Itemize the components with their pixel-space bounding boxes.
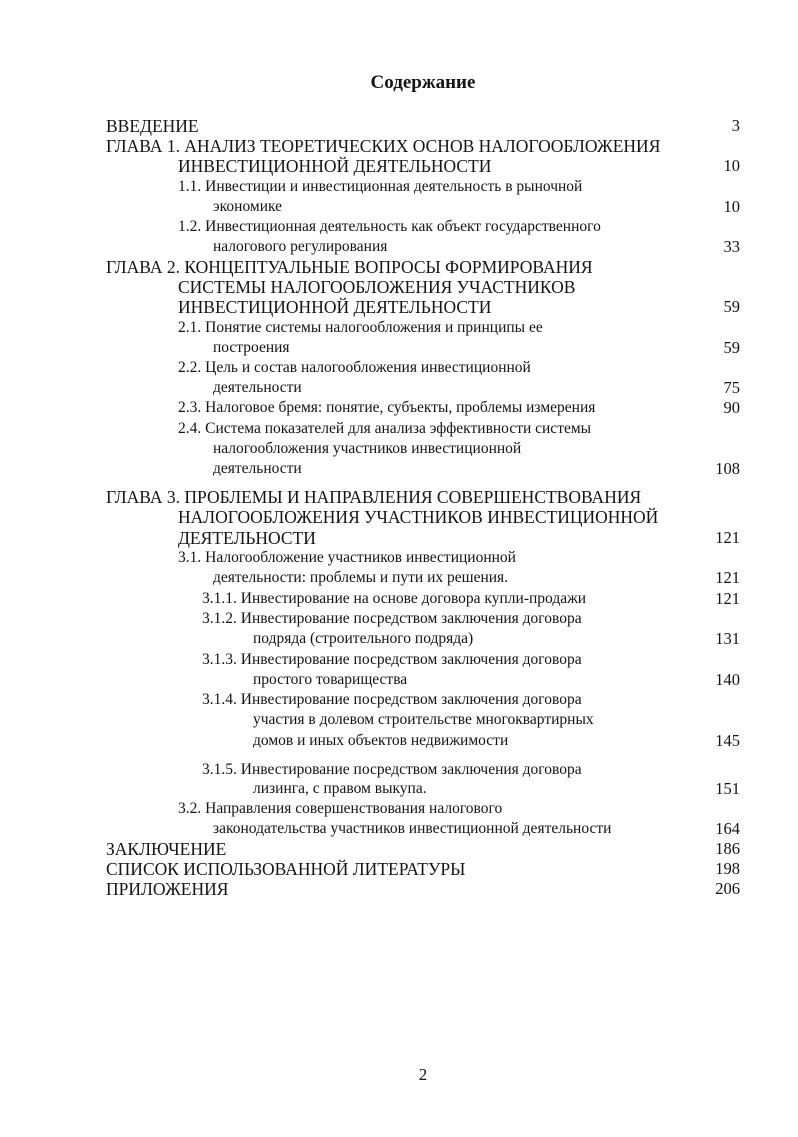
toc-entry-title-continuation: ДЕЯТЕЛЬНОСТИ — [178, 528, 316, 548]
toc-entry-title-continuation: НАЛОГООБЛОЖЕНИЯ УЧАСТНИКОВ ИНВЕСТИЦИОННОЙ — [178, 507, 659, 527]
toc-entry-page: 90 — [723, 398, 740, 417]
toc-entry-title-continuation: деятельности — [213, 460, 302, 477]
page-number: 2 — [418, 1065, 428, 1084]
toc-entry-title: 1.1. Инвестиции и инвестиционная деятельность в рыночной — [178, 178, 583, 195]
toc-entry-page: 59 — [723, 297, 740, 316]
toc-entry-title-continuation: СИСТЕМЫ НАЛОГООБЛОЖЕНИЯ УЧАСТНИКОВ — [178, 277, 576, 297]
toc-entry-title: ВВЕДЕНИЕ — [106, 116, 199, 136]
toc-entry-title: 2.1. Понятие системы налогообложения и принципы ее — [178, 319, 543, 336]
toc-entry-page: 121 — [715, 568, 740, 587]
toc-entry-title-continuation: законодательства участников инвестиционной деятельности — [213, 820, 612, 837]
toc-entry-page: 121 — [715, 589, 740, 608]
toc-entry-title: 3.1. Налогообложение участников инвестиционной — [178, 549, 516, 566]
toc-entry-title-continuation: налогообложения участников инвестиционной — [213, 440, 522, 457]
toc-entry-title: 3.1.2. Инвестирование посредством заключения договора — [202, 610, 582, 627]
toc-entry-page: 140 — [715, 670, 740, 689]
toc-entry-title-continuation: построения — [213, 339, 290, 356]
toc-entry-title: 2.4. Система показателей для анализа эффективности системы — [178, 420, 592, 437]
toc-entry-title: 3.2. Направления совершенствования налогового — [178, 800, 503, 817]
toc-entry-title: ГЛАВА 3. ПРОБЛЕМЫ И НАПРАВЛЕНИЯ СОВЕРШЕНСТВОВАНИЯ — [106, 487, 642, 507]
toc-entry-title-continuation: ИНВЕСТИЦИОННОЙ ДЕЯТЕЛЬНОСТИ — [178, 156, 492, 176]
toc-entry-page: 145 — [715, 731, 740, 750]
toc-entry-title-continuation: простого товарищества — [253, 671, 408, 688]
toc-entry-title: ГЛАВА 2. КОНЦЕПТУАЛЬНЫЕ ВОПРОСЫ ФОРМИРОВАНИЯ — [106, 257, 593, 277]
toc-entry-title-continuation: домов и иных объектов недвижимости — [253, 732, 509, 749]
toc-entry-page: 151 — [715, 779, 740, 798]
toc-entry-page: 131 — [715, 629, 740, 648]
toc-entry-title: ЗАКЛЮЧЕНИЕ — [106, 839, 227, 859]
toc-entry-page: 198 — [715, 859, 740, 878]
toc-entry-page: 186 — [715, 839, 740, 858]
toc-entry-page: 59 — [723, 338, 740, 357]
toc-entry-title-continuation: ИНВЕСТИЦИОННОЙ ДЕЯТЕЛЬНОСТИ — [178, 297, 492, 317]
toc-entry-page: 206 — [715, 879, 740, 898]
toc-entry-title: ГЛАВА 1. АНАЛИЗ ТЕОРЕТИЧЕСКИХ ОСНОВ НАЛОГООБЛОЖЕНИЯ — [106, 136, 661, 156]
toc-entry-title: СПИСОК ИСПОЛЬЗОВАННОЙ ЛИТЕРАТУРЫ — [106, 859, 466, 879]
toc-entry-title-continuation: налогового регулирования — [213, 238, 388, 255]
toc-entry-title-continuation: подряда (строительного подряда) — [253, 630, 474, 647]
toc-entry-page: 3 — [731, 116, 740, 135]
toc-entry-title: 3.1.4. Инвестирование посредством заключения договора — [202, 691, 582, 708]
toc-entry-page: 10 — [723, 156, 740, 175]
toc-entry-title-continuation: лизинга, с правом выкупа. — [253, 780, 427, 797]
toc-entry-page: 75 — [723, 378, 740, 397]
toc-entry-title: 2.3. Налоговое бремя: понятие, субъекты, проблемы измерения — [178, 399, 596, 416]
page-title: Содержание — [370, 72, 476, 93]
toc-entry-title: 2.2. Цель и состав налогообложения инвестиционной — [178, 359, 531, 376]
toc-entry-title-continuation: деятельности — [213, 379, 302, 396]
toc-entry-title: 1.2. Инвестиционная деятельность как объект государственного — [178, 218, 601, 235]
toc-entry-title-continuation: деятельности: проблемы и пути их решения. — [213, 569, 509, 586]
toc-entry-title-continuation: экономике — [213, 198, 283, 215]
toc-entry-page: 121 — [715, 528, 740, 547]
toc-entry-title: 3.1.1. Инвестирование на основе договора купли-продажи — [202, 590, 587, 607]
toc-entry-page: 164 — [715, 819, 740, 838]
toc-entry-page: 108 — [715, 459, 740, 478]
toc-entry-title: 3.1.5. Инвестирование посредством заключения договора — [202, 761, 582, 778]
toc-entry-page: 10 — [723, 197, 740, 216]
toc-entry-title: 3.1.3. Инвестирование посредством заключения договора — [202, 651, 582, 668]
toc-entry-title: ПРИЛОЖЕНИЯ — [106, 879, 229, 899]
toc-entry-title-continuation: участия в долевом строительстве многоквартирных — [253, 711, 594, 728]
toc-entry-page: 33 — [723, 237, 740, 256]
